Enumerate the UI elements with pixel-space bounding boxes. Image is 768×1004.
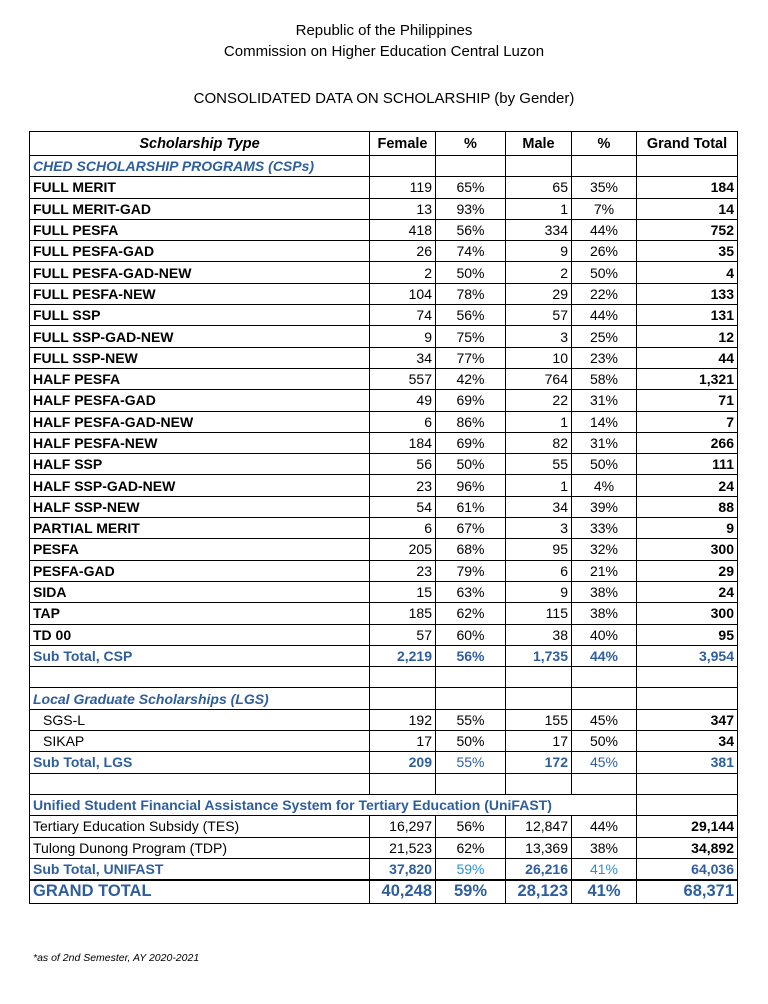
male-pct: 22% — [572, 283, 637, 304]
male-pct: 31% — [572, 390, 637, 411]
male-pct: 33% — [572, 518, 637, 539]
female-pct: 56% — [436, 305, 506, 326]
empty-cell — [637, 667, 738, 688]
female-pct: 50% — [436, 454, 506, 475]
table-header-row — [30, 132, 738, 156]
female-pct: 69% — [436, 432, 506, 453]
scholarship-name: HALF PESFA-GAD-NEW — [30, 411, 370, 432]
grand-total: 64,036 — [637, 858, 738, 879]
table-row — [30, 539, 738, 560]
table-row — [30, 837, 738, 858]
col-header-female-pct: % — [436, 132, 506, 156]
col-header-scholarship-type: Scholarship Type — [30, 132, 370, 156]
spacer-row — [30, 773, 738, 794]
table-row — [30, 177, 738, 198]
female-pct: 50% — [436, 262, 506, 283]
male-pct: 45% — [572, 752, 637, 773]
scholarship-name: Tertiary Education Subsidy (TES) — [30, 816, 370, 837]
scholarship-name: FULL PESFA-GAD — [30, 241, 370, 262]
empty-cell — [572, 667, 637, 688]
scholarship-name: SGS-L — [30, 709, 370, 730]
empty-cell — [572, 773, 637, 794]
female-count: 13 — [370, 198, 436, 219]
grand-total: 29 — [637, 560, 738, 581]
table-row — [30, 262, 738, 283]
male-pct: 38% — [572, 837, 637, 858]
scholarship-name: FULL SSP-GAD-NEW — [30, 326, 370, 347]
section-title: CHED SCHOLARSHIP PROGRAMS (CSPs) — [30, 156, 370, 177]
empty-cell — [637, 773, 738, 794]
male-count: 6 — [506, 560, 572, 581]
table-row — [30, 326, 738, 347]
empty-cell — [370, 773, 436, 794]
scholarship-name: PARTIAL MERIT — [30, 518, 370, 539]
male-count: 9 — [506, 581, 572, 602]
male-count: 172 — [506, 752, 572, 773]
male-count: 29 — [506, 283, 572, 304]
empty-cell — [572, 156, 637, 177]
female-pct: 93% — [436, 198, 506, 219]
male-pct: 58% — [572, 368, 637, 389]
grand-total: 133 — [637, 283, 738, 304]
female-count: 418 — [370, 219, 436, 240]
male-count: 764 — [506, 368, 572, 389]
section-csp — [30, 156, 738, 177]
table-row — [30, 283, 738, 304]
female-pct: 78% — [436, 283, 506, 304]
header-republic: Republic of the Philippines — [295, 22, 473, 39]
female-pct: 62% — [436, 603, 506, 624]
female-count: 6 — [370, 518, 436, 539]
female-count: 40,248 — [370, 880, 436, 904]
table-row — [30, 198, 738, 219]
male-pct: 38% — [572, 581, 637, 602]
table-row — [30, 496, 738, 517]
col-header-grand-total: Grand Total — [637, 132, 738, 156]
grand-total: 12 — [637, 326, 738, 347]
male-pct: 25% — [572, 326, 637, 347]
grand-total: 35 — [637, 241, 738, 262]
table-row — [30, 241, 738, 262]
scholarship-name: HALF SSP — [30, 454, 370, 475]
male-pct: 44% — [572, 645, 637, 666]
scholarship-name: SIDA — [30, 581, 370, 602]
empty-cell — [506, 156, 572, 177]
scholarship-name: Sub Total, LGS — [30, 752, 370, 773]
empty-cell — [370, 667, 436, 688]
male-count: 9 — [506, 241, 572, 262]
male-pct: 41% — [572, 880, 637, 904]
empty-cell — [637, 688, 738, 709]
table-row — [30, 581, 738, 602]
male-count: 28,123 — [506, 880, 572, 904]
grand-total: 347 — [637, 709, 738, 730]
grand-total: 111 — [637, 454, 738, 475]
empty-cell — [436, 688, 506, 709]
scholarship-name: FULL SSP-NEW — [30, 347, 370, 368]
female-pct: 55% — [436, 752, 506, 773]
footnote: *as of 2nd Semester, AY 2020-2021 — [33, 952, 200, 964]
scholarship-name: FULL PESFA-NEW — [30, 283, 370, 304]
male-count: 115 — [506, 603, 572, 624]
male-pct: 4% — [572, 475, 637, 496]
grand-total: 71 — [637, 390, 738, 411]
scholarship-name: TD 00 — [30, 624, 370, 645]
male-count: 3 — [506, 326, 572, 347]
table-row — [30, 368, 738, 389]
female-pct: 56% — [436, 645, 506, 666]
male-pct: 45% — [572, 709, 637, 730]
table-row — [30, 219, 738, 240]
male-count: 334 — [506, 219, 572, 240]
table-row — [30, 603, 738, 624]
female-pct: 56% — [436, 816, 506, 837]
scholarship-name: HALF PESFA-GAD — [30, 390, 370, 411]
female-pct: 74% — [436, 241, 506, 262]
male-count: 155 — [506, 709, 572, 730]
female-count: 74 — [370, 305, 436, 326]
female-count: 17 — [370, 731, 436, 752]
scholarship-name: Sub Total, UNIFAST — [30, 858, 370, 879]
female-count: 209 — [370, 752, 436, 773]
report-title: CONSOLIDATED DATA ON SCHOLARSHIP (by Gender) — [193, 90, 575, 107]
grand-total: 88 — [637, 496, 738, 517]
male-pct: 39% — [572, 496, 637, 517]
grand-total: 9 — [637, 518, 738, 539]
table-row — [30, 518, 738, 539]
male-pct: 41% — [572, 858, 637, 879]
female-count: 104 — [370, 283, 436, 304]
male-count: 2 — [506, 262, 572, 283]
female-pct: 79% — [436, 560, 506, 581]
section-lgs — [30, 688, 738, 709]
scholarship-name: HALF SSP-NEW — [30, 496, 370, 517]
table-row — [30, 731, 738, 752]
scholarship-name: GRAND TOTAL — [30, 880, 370, 904]
table-row — [30, 624, 738, 645]
male-count: 57 — [506, 305, 572, 326]
female-count: 56 — [370, 454, 436, 475]
female-pct: 69% — [436, 390, 506, 411]
male-pct: 40% — [572, 624, 637, 645]
female-count: 23 — [370, 475, 436, 496]
male-pct: 44% — [572, 816, 637, 837]
male-pct: 21% — [572, 560, 637, 581]
female-count: 54 — [370, 496, 436, 517]
male-pct: 44% — [572, 219, 637, 240]
empty-cell — [436, 156, 506, 177]
female-pct: 77% — [436, 347, 506, 368]
scholarship-name: FULL SSP — [30, 305, 370, 326]
female-count: 184 — [370, 432, 436, 453]
scholarship-name: Tulong Dunong Program (TDP) — [30, 837, 370, 858]
table-row — [30, 709, 738, 730]
female-pct: 63% — [436, 581, 506, 602]
grand-total: 24 — [637, 475, 738, 496]
scholarship-name: FULL PESFA — [30, 219, 370, 240]
male-pct: 50% — [572, 731, 637, 752]
grand-total: 184 — [637, 177, 738, 198]
female-pct: 59% — [436, 880, 506, 904]
female-pct: 75% — [436, 326, 506, 347]
female-count: 2,219 — [370, 645, 436, 666]
female-pct: 62% — [436, 837, 506, 858]
scholarship-table — [29, 131, 738, 904]
female-count: 2 — [370, 262, 436, 283]
scholarship-name: HALF PESFA-NEW — [30, 432, 370, 453]
grand-total: 7 — [637, 411, 738, 432]
empty-cell — [506, 773, 572, 794]
female-pct: 59% — [436, 858, 506, 879]
grand-total: 752 — [637, 219, 738, 240]
male-count: 95 — [506, 539, 572, 560]
empty-cell — [506, 667, 572, 688]
female-count: 557 — [370, 368, 436, 389]
male-count: 3 — [506, 518, 572, 539]
table-row — [30, 347, 738, 368]
male-pct: 14% — [572, 411, 637, 432]
female-count: 21,523 — [370, 837, 436, 858]
table-row — [30, 432, 738, 453]
grand-total: 29,144 — [637, 816, 738, 837]
female-count: 37,820 — [370, 858, 436, 879]
table-row — [30, 475, 738, 496]
grand-total: 300 — [637, 603, 738, 624]
section-title: Unified Student Financial Assistance System for Tertiary Education (UniFAST) — [30, 794, 637, 815]
female-pct: 65% — [436, 177, 506, 198]
table-row — [30, 454, 738, 475]
grand-total: 3,954 — [637, 645, 738, 666]
female-pct: 56% — [436, 219, 506, 240]
subtotal-csp-row — [30, 645, 738, 666]
female-count: 185 — [370, 603, 436, 624]
male-pct: 26% — [572, 241, 637, 262]
empty-cell — [370, 156, 436, 177]
empty-cell — [30, 667, 370, 688]
female-count: 57 — [370, 624, 436, 645]
male-count: 38 — [506, 624, 572, 645]
male-pct: 23% — [572, 347, 637, 368]
grand-total: 34,892 — [637, 837, 738, 858]
grand-total: 95 — [637, 624, 738, 645]
male-count: 1,735 — [506, 645, 572, 666]
scholarship-name: SIKAP — [30, 731, 370, 752]
male-count: 22 — [506, 390, 572, 411]
table-row — [30, 816, 738, 837]
female-pct: 42% — [436, 368, 506, 389]
scholarship-name: HALF SSP-GAD-NEW — [30, 475, 370, 496]
male-count: 34 — [506, 496, 572, 517]
scholarship-name: FULL MERIT — [30, 177, 370, 198]
grand-total: 34 — [637, 731, 738, 752]
female-pct: 60% — [436, 624, 506, 645]
female-count: 49 — [370, 390, 436, 411]
male-pct: 38% — [572, 603, 637, 624]
male-count: 1 — [506, 475, 572, 496]
col-header-male-pct: % — [572, 132, 637, 156]
grand-total: 4 — [637, 262, 738, 283]
empty-cell — [637, 156, 738, 177]
subtotal-lgs-row — [30, 752, 738, 773]
header-commission: Commission on Higher Education Central Luzon — [223, 43, 545, 60]
male-count: 12,847 — [506, 816, 572, 837]
female-count: 192 — [370, 709, 436, 730]
female-count: 119 — [370, 177, 436, 198]
male-count: 26,216 — [506, 858, 572, 879]
male-pct: 50% — [572, 262, 637, 283]
col-header-male: Male — [506, 132, 572, 156]
male-count: 1 — [506, 198, 572, 219]
grand-total: 1,321 — [637, 368, 738, 389]
female-count: 15 — [370, 581, 436, 602]
male-count: 1 — [506, 411, 572, 432]
scholarship-name: HALF PESFA — [30, 368, 370, 389]
scholarship-name: PESFA — [30, 539, 370, 560]
female-pct: 61% — [436, 496, 506, 517]
female-pct: 50% — [436, 731, 506, 752]
female-count: 26 — [370, 241, 436, 262]
section-unifast — [30, 794, 738, 815]
male-count: 10 — [506, 347, 572, 368]
male-pct: 44% — [572, 305, 637, 326]
female-pct: 96% — [436, 475, 506, 496]
male-count: 17 — [506, 731, 572, 752]
grand-total: 44 — [637, 347, 738, 368]
female-count: 16,297 — [370, 816, 436, 837]
empty-cell — [30, 773, 370, 794]
male-count: 55 — [506, 454, 572, 475]
scholarship-name: FULL MERIT-GAD — [30, 198, 370, 219]
grand-total: 14 — [637, 198, 738, 219]
male-pct: 31% — [572, 432, 637, 453]
female-count: 205 — [370, 539, 436, 560]
spacer-row — [30, 667, 738, 688]
grand-total: 266 — [637, 432, 738, 453]
table-row — [30, 390, 738, 411]
male-count: 65 — [506, 177, 572, 198]
grand-total: 300 — [637, 539, 738, 560]
grand-total: 131 — [637, 305, 738, 326]
empty-cell — [572, 688, 637, 709]
grand-total: 381 — [637, 752, 738, 773]
grand-total: 24 — [637, 581, 738, 602]
female-pct: 86% — [436, 411, 506, 432]
female-count: 6 — [370, 411, 436, 432]
female-pct: 55% — [436, 709, 506, 730]
section-title: Local Graduate Scholarships (LGS) — [30, 688, 370, 709]
subtotal-unifast-row — [30, 858, 738, 879]
male-count: 13,369 — [506, 837, 572, 858]
scholarship-name: PESFA-GAD — [30, 560, 370, 581]
empty-cell — [436, 773, 506, 794]
grand-total-row — [30, 880, 738, 904]
female-pct: 68% — [436, 539, 506, 560]
empty-cell — [506, 688, 572, 709]
male-pct: 7% — [572, 198, 637, 219]
female-count: 23 — [370, 560, 436, 581]
empty-cell — [370, 688, 436, 709]
female-pct: 67% — [436, 518, 506, 539]
male-pct: 50% — [572, 454, 637, 475]
scholarship-name: TAP — [30, 603, 370, 624]
table-row — [30, 560, 738, 581]
table-row — [30, 411, 738, 432]
scholarship-name: FULL PESFA-GAD-NEW — [30, 262, 370, 283]
female-count: 34 — [370, 347, 436, 368]
male-pct: 32% — [572, 539, 637, 560]
table-row — [30, 305, 738, 326]
col-header-female: Female — [370, 132, 436, 156]
grand-total: 68,371 — [637, 880, 738, 904]
male-pct: 35% — [572, 177, 637, 198]
male-count: 82 — [506, 432, 572, 453]
empty-cell — [436, 667, 506, 688]
empty-cell — [637, 794, 738, 815]
scholarship-name: Sub Total, CSP — [30, 645, 370, 666]
female-count: 9 — [370, 326, 436, 347]
